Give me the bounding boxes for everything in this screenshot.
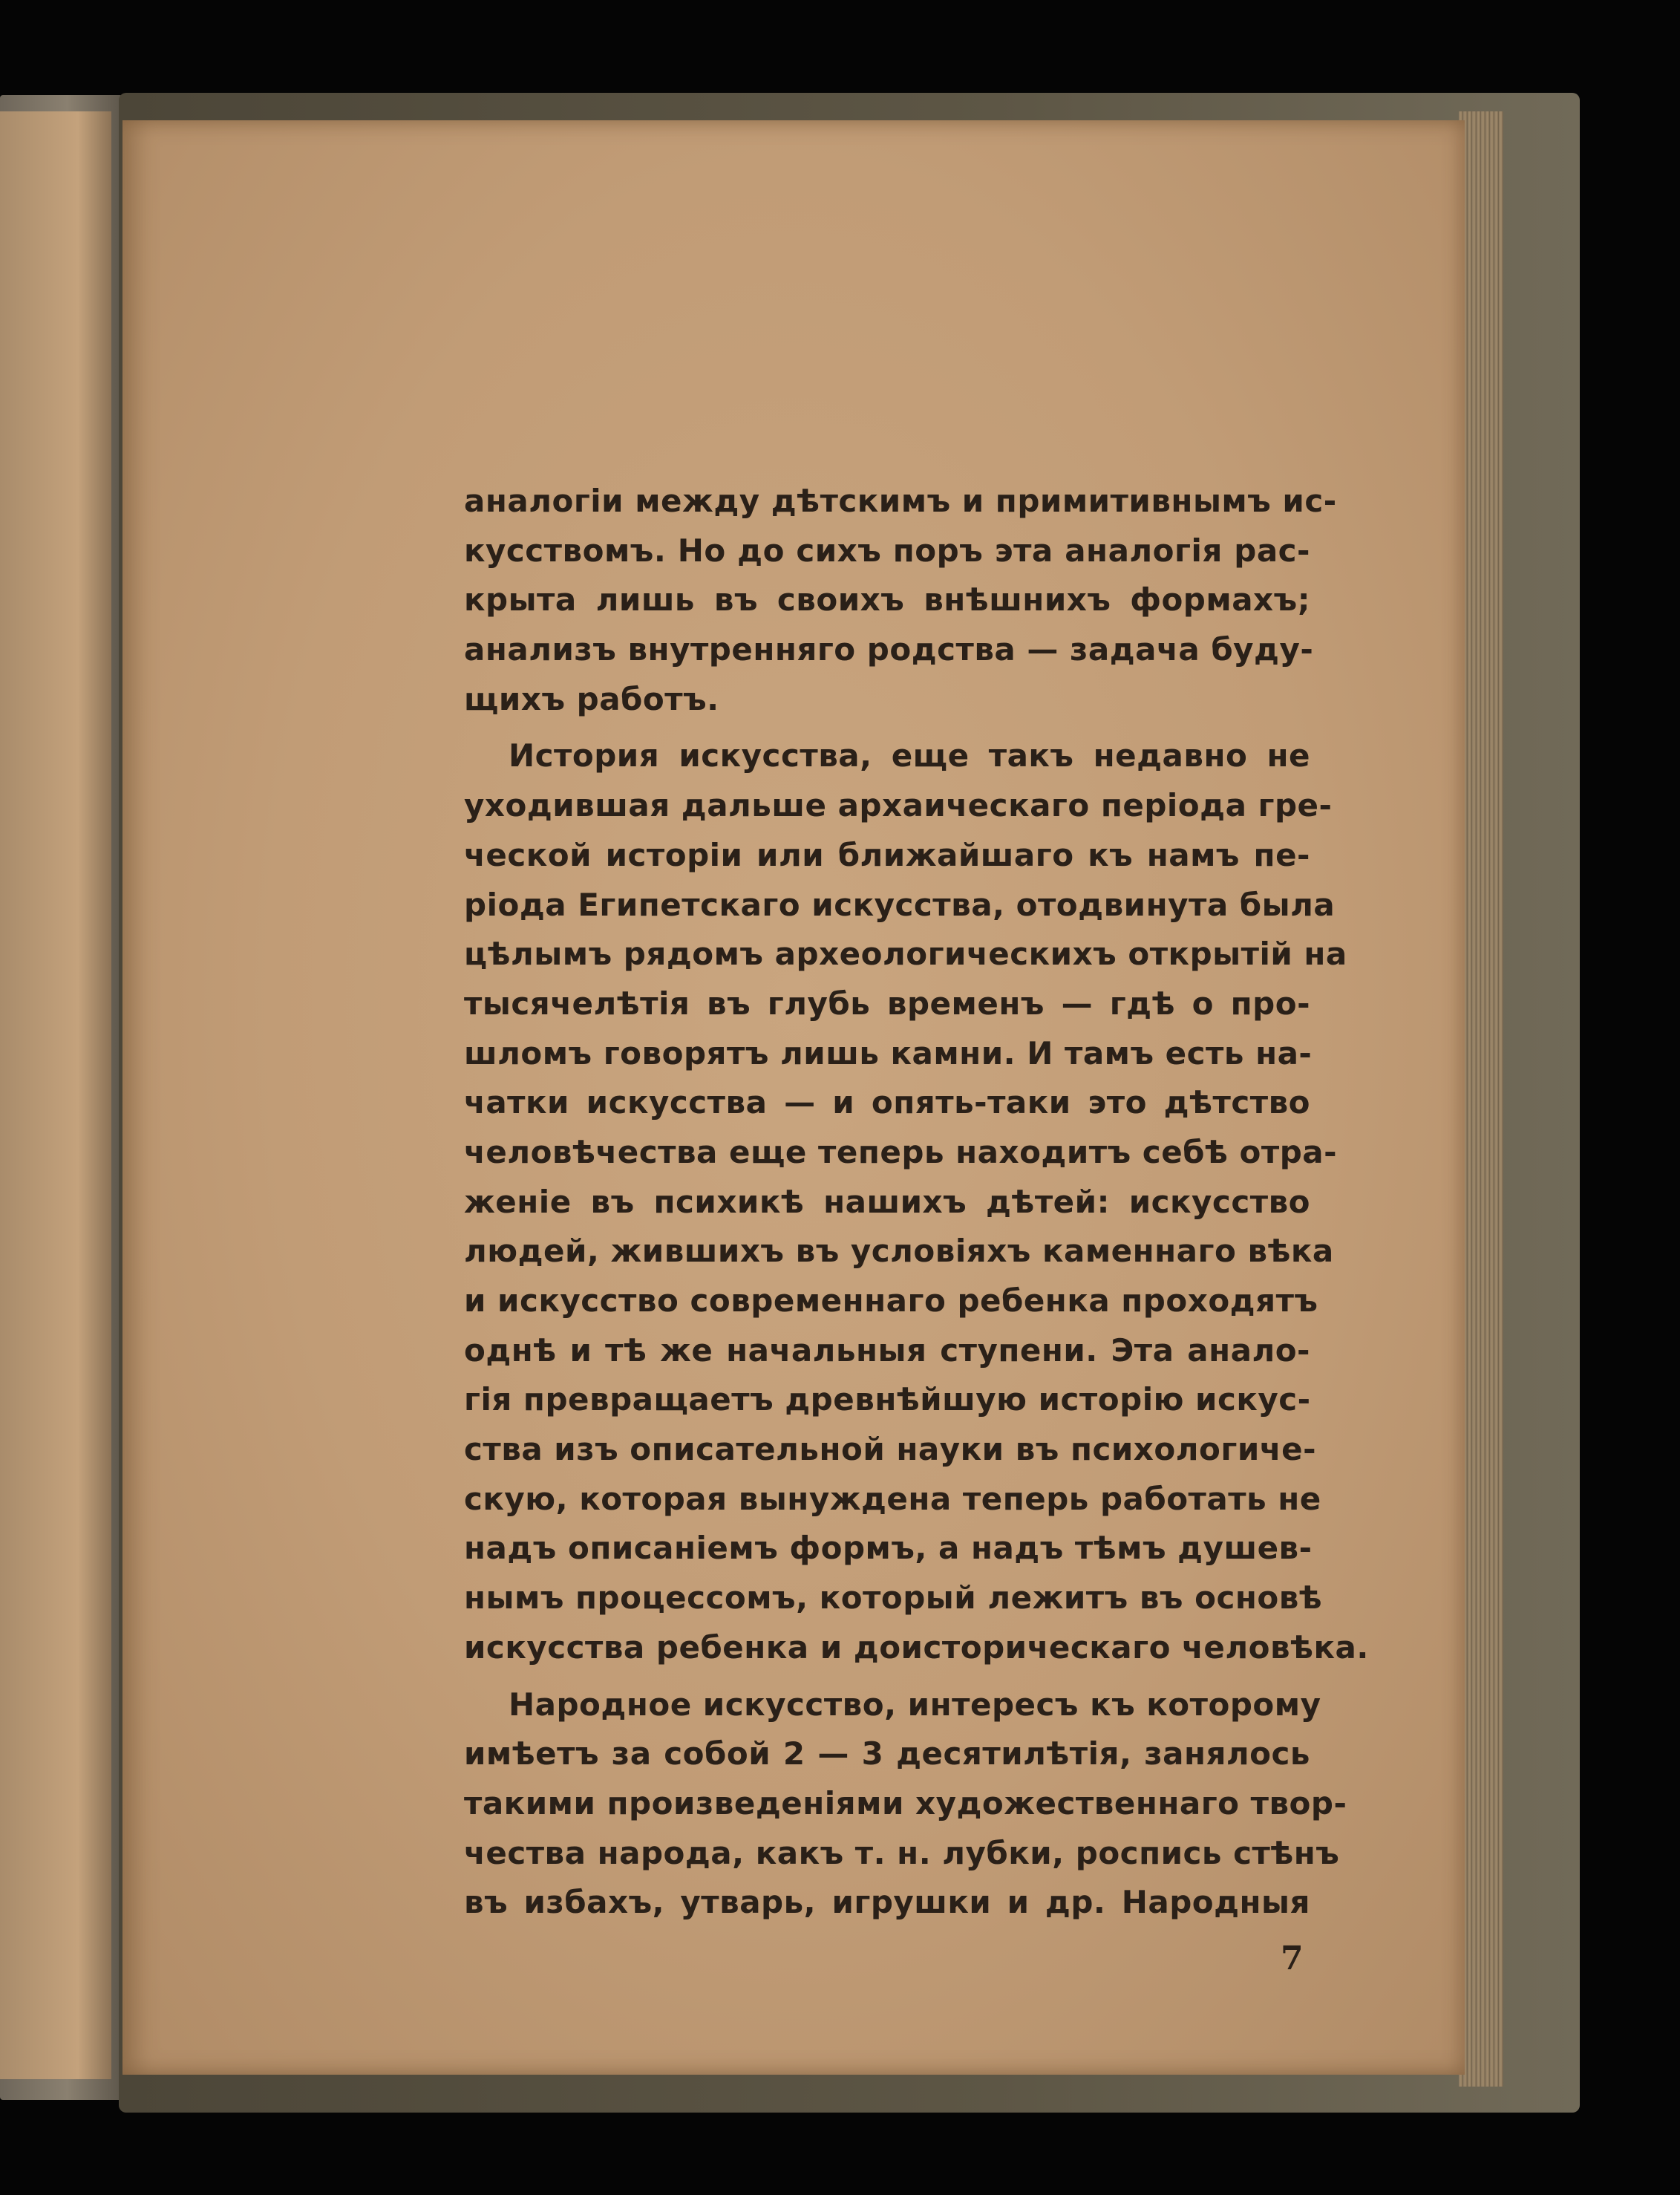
text-line: такими произведеніями художественнаго твор- bbox=[464, 1784, 1347, 1821]
body-text bbox=[464, 477, 1369, 1928]
text-line: анализъ внутренняго родства — задача буду- bbox=[464, 631, 1314, 668]
paragraph-start: Народное искусство, интересъ къ которому bbox=[509, 1686, 1321, 1723]
text-line: гія превращаетъ древнѣйшую исторію искус- bbox=[464, 1381, 1311, 1418]
left-page-edge bbox=[0, 111, 111, 2079]
text-line: уходившая дальше архаическаго періода гре- bbox=[464, 787, 1333, 824]
text-line: щихъ работъ. bbox=[464, 680, 719, 717]
text-line: и искусство современнаго ребенка проходятъ bbox=[464, 1282, 1318, 1319]
text-line: имѣетъ за собой 2 — 3 десятилѣтія, занялось bbox=[464, 1735, 1310, 1772]
text-line: чества народа, какъ т. н. лубки, роспись стѣнъ bbox=[464, 1834, 1340, 1871]
text-line: крыта лишь въ своихъ внѣшнихъ формахъ; bbox=[464, 581, 1310, 619]
text-line: однѣ и тѣ же начальныя ступени. Эта анало- bbox=[464, 1331, 1310, 1369]
text-line: тысячелѣтія въ глубь временъ — гдѣ о про- bbox=[464, 985, 1310, 1022]
book-page bbox=[122, 120, 1465, 2075]
text-line: нымъ процессомъ, который лежитъ въ основѣ bbox=[464, 1579, 1323, 1617]
text-line: людей, жившихъ въ условіяхъ каменнаго вѣка bbox=[464, 1233, 1334, 1270]
text-line: ріода Египетскаго искусства, отодвинута была bbox=[464, 886, 1336, 923]
text-line: шломъ говорятъ лишь камни. И тамъ есть на- bbox=[464, 1034, 1313, 1072]
text-line: аналогіи между дѣтскимъ и примитивнымъ ис- bbox=[464, 483, 1337, 519]
text-line: въ избахъ, утварь, игрушки и др. Народныя bbox=[464, 1884, 1310, 1921]
text-line: искусства ребенка и доисторическаго человѣка. bbox=[464, 1628, 1369, 1666]
text-line: надъ описаніемъ формъ, а надъ тѣмъ душев- bbox=[464, 1530, 1313, 1567]
text-line: человѣчества еще теперь находитъ себѣ отра- bbox=[464, 1133, 1338, 1170]
text-line: женіе въ психикѣ нашихъ дѣтей: искусство bbox=[464, 1183, 1310, 1220]
paragraph-start: История искусства, еще такъ недавно не bbox=[509, 737, 1310, 774]
page-number: 7 bbox=[1281, 1940, 1304, 1977]
text-line: чатки искусства — и опять-таки это дѣтство bbox=[464, 1084, 1310, 1121]
text-line: кусствомъ. Но до сихъ поръ эта аналогія рас- bbox=[464, 532, 1310, 569]
text-line: цѣлымъ рядомъ археологическихъ открытій на bbox=[464, 936, 1347, 973]
text-line: ческой исторіи или ближайшаго къ намъ пе- bbox=[464, 836, 1310, 873]
text-line: ства изъ описательной науки въ психологиче- bbox=[464, 1431, 1316, 1468]
page-edges bbox=[1459, 111, 1503, 2087]
text-line: скую, которая вынуждена теперь работать не bbox=[464, 1480, 1321, 1517]
